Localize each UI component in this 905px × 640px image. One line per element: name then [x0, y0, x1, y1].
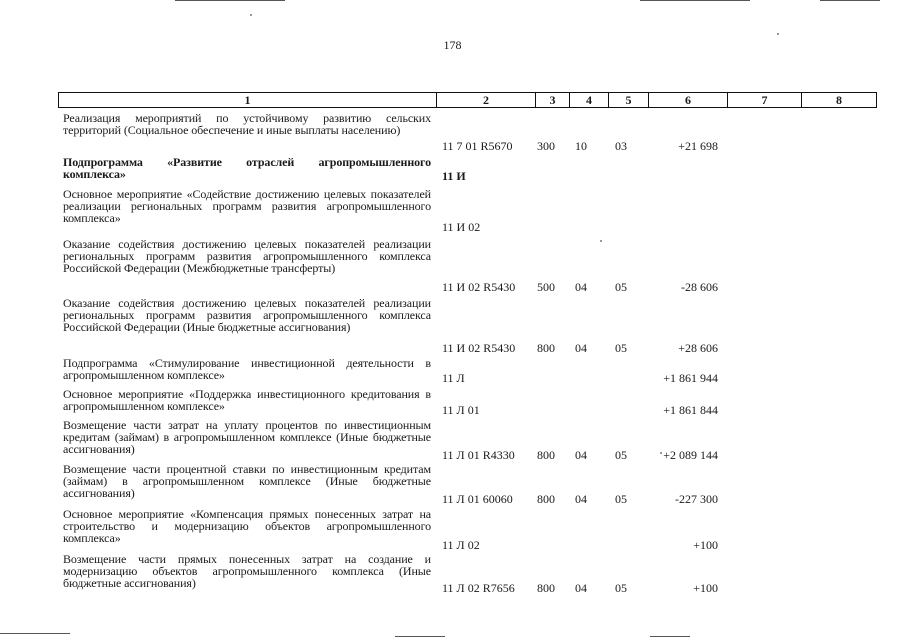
row-description: Реализация мероприятий по устойчивому развитию сельских территорий (Социальное обеспечение и иные выплаты населению)	[63, 111, 431, 137]
row-description: Подпрограмма «Стимулирование инвестиционной деятельности в агропромышленном комплексе»	[63, 356, 431, 382]
scan-artifact	[640, 0, 750, 1]
row-code: 11 Л	[442, 371, 465, 385]
row-code: 11 Л 01 R4330	[442, 448, 515, 462]
row-col-3: 800	[537, 448, 555, 462]
row-code: 11 Л 02 R7656	[442, 581, 515, 595]
scan-artifact	[175, 0, 285, 1]
scan-artifact	[600, 240, 602, 242]
row-col-3: 800	[537, 492, 555, 506]
row-description: Оказание содействия достижению целевых показателей реализации региональных программ развития агропромышленного комплекса Российской Федерации (Межбюджетные трансферты)	[63, 237, 431, 275]
row-code: 11 7 01 R5670	[442, 139, 513, 153]
row-description: Возмещение части затрат на уплату процентов по инвестиционным кредитам (займам) в агропромышленном комплексе (Иные бюджетные ассигнования)	[63, 418, 431, 456]
scan-artifact	[777, 33, 779, 35]
row-description: Основное мероприятие «Поддержка инвестиционного кредитования в агропромышленном комплексе»	[63, 387, 431, 413]
row-description: Основное мероприятие «Содействие достижению целевых показателей реализации региональных программ развития агропромышленного комплекса»	[63, 187, 431, 225]
scan-artifact	[820, 0, 880, 1]
row-code: 11 Л 01 60060	[442, 492, 513, 506]
page-number: 178	[443, 38, 462, 52]
header-col-5: 5	[609, 93, 649, 107]
row-col-4: 04	[575, 341, 587, 355]
row-col-6: -28 606	[681, 280, 718, 294]
header-col-3: 3	[536, 93, 570, 107]
row-code: 11 Л 02	[442, 538, 480, 552]
table-header	[58, 92, 877, 108]
row-col-3: 300	[537, 139, 555, 153]
row-col-6: +2 089 144	[663, 448, 718, 462]
row-col-4: 10	[575, 139, 587, 153]
header-col-1: 1	[59, 93, 437, 107]
row-col-5: 05	[615, 448, 627, 462]
row-col-4: 04	[575, 448, 587, 462]
row-description: Основное мероприятие «Компенсация прямых понесенных затрат на строительство и модернизацию объектов агропромышленного комплекса»	[63, 507, 431, 545]
row-description: Возмещение части процентной ставки по инвестиционным кредитам (займам) в агропромышленном комплексе (Иные бюджетные ассигнования)	[63, 462, 431, 500]
scan-artifact	[650, 636, 690, 637]
row-col-3: 800	[537, 341, 555, 355]
row-code: 11 И	[442, 169, 466, 183]
row-code: 11 И 02	[442, 220, 481, 234]
row-code: 11 И 02 R5430	[442, 280, 516, 294]
row-col-4: 04	[575, 492, 587, 506]
row-col-6: +21 698	[678, 139, 718, 153]
row-col-5: 05	[615, 581, 627, 595]
row-col-6: +100	[693, 538, 718, 552]
row-col-3: 500	[537, 280, 555, 294]
row-code: 11 И 02 R5430	[442, 341, 516, 355]
row-col-4: 04	[575, 280, 587, 294]
row-col-6: +1 861 844	[663, 403, 718, 417]
row-description: Подпрограмма «Развитие отраслей агропромышленного комплекса»	[63, 155, 431, 181]
row-col-6: +100	[693, 581, 718, 595]
row-col-6: +1 861 944	[663, 371, 718, 385]
row-col-5: 05	[615, 341, 627, 355]
row-col-5: 03	[615, 139, 627, 153]
header-col-8: 8	[836, 93, 842, 107]
scan-artifact	[0, 633, 70, 634]
header-col-2: 2	[437, 93, 536, 107]
row-description: Возмещение части прямых понесенных затрат на создание и модернизацию объектов агропромышленного комплекса (Иные бюджетные ассигнования)	[63, 552, 431, 590]
header-col-7: 7	[728, 93, 802, 107]
header-col-4: 4	[570, 93, 609, 107]
row-col-5: 05	[615, 492, 627, 506]
row-col-6: -227 300	[675, 492, 718, 506]
row-col-5: 05	[615, 280, 627, 294]
row-description: Оказание содействия достижению целевых показателей реализации региональных программ развития агропромышленного комплекса Российской Федерации (Иные бюджетные ассигнования)	[63, 296, 431, 334]
header-col-6: 6	[649, 93, 728, 107]
scan-artifact	[250, 14, 252, 16]
row-col-4: 04	[575, 581, 587, 595]
row-col-6: +28 606	[678, 341, 718, 355]
scan-artifact	[395, 636, 445, 637]
row-col-3: 800	[537, 581, 555, 595]
row-code: 11 Л 01	[442, 403, 480, 417]
